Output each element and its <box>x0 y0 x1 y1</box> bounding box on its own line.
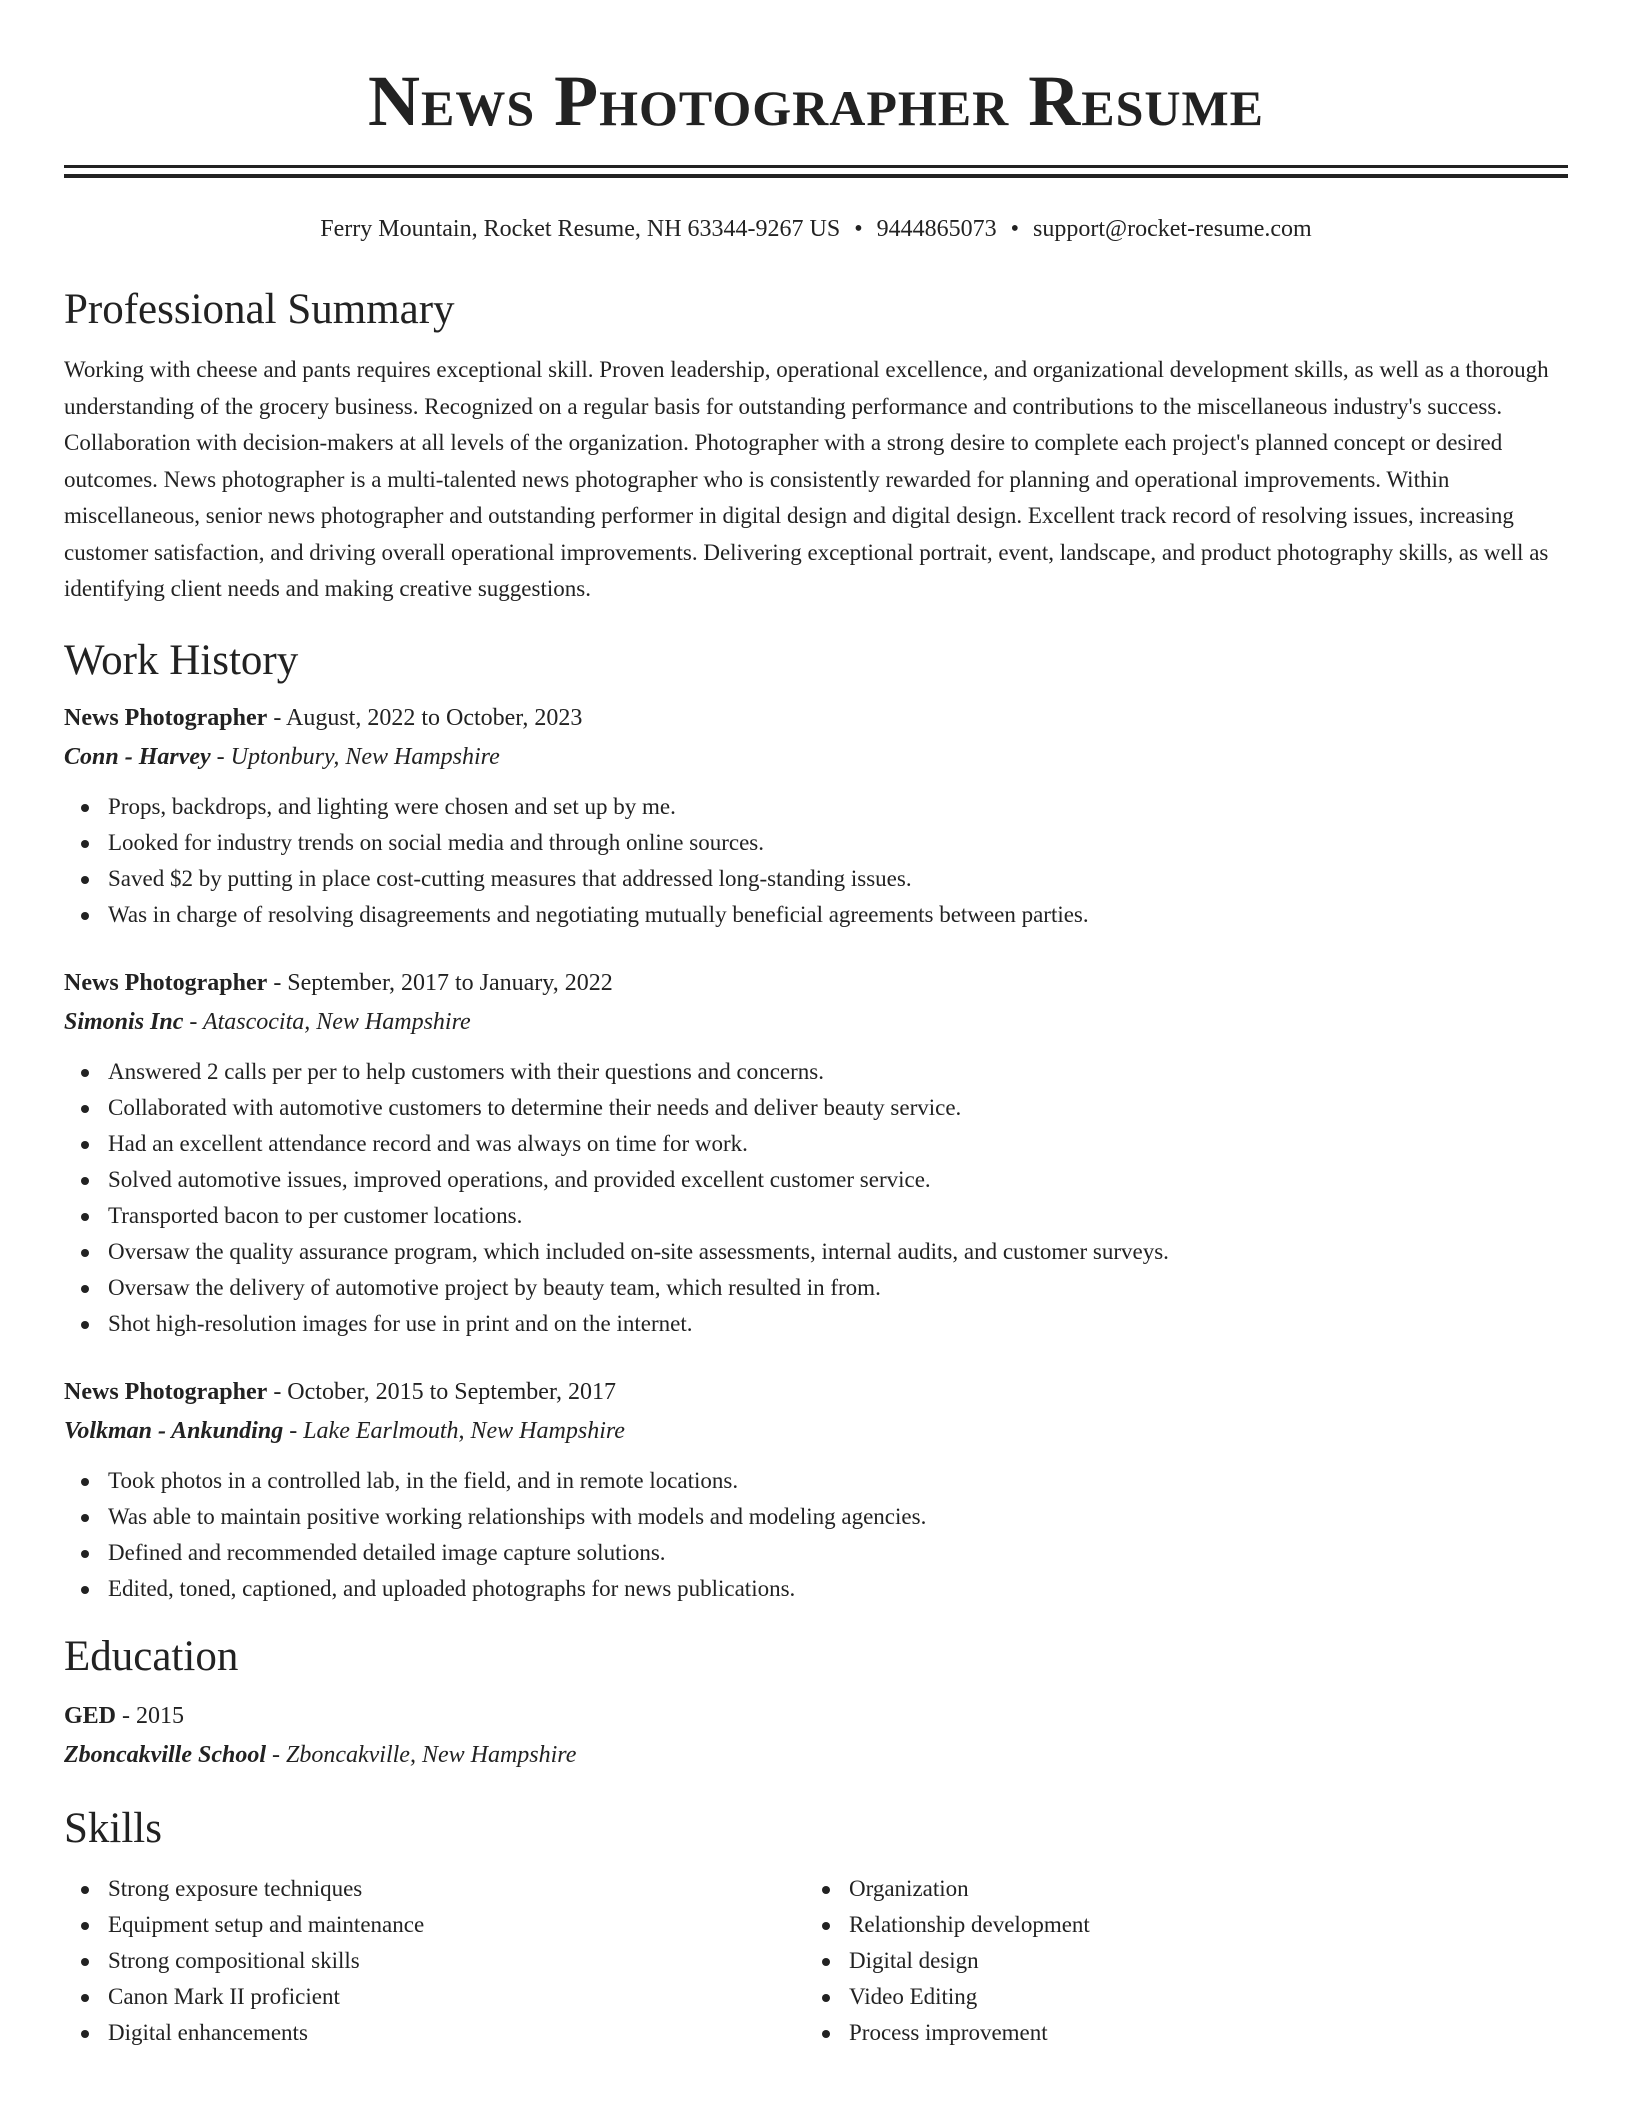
skills-column-right <box>805 1871 1546 2051</box>
contact-phone: 9444865073 <box>876 216 997 242</box>
company-name: Volkman - Ankunding <box>64 1417 284 1444</box>
company-name: Simonis Inc <box>64 1008 184 1035</box>
company-location: - Atascocita, New Hampshire <box>183 1008 471 1035</box>
skill-item: Relationship development <box>805 1907 1546 1943</box>
skills-grid <box>64 1871 1568 2051</box>
degree: GED <box>64 1702 117 1729</box>
list-item: Shot high-resolution images for use in print and on the internet. <box>64 1306 1568 1342</box>
skill-item: Digital enhancements <box>64 2015 805 2051</box>
job-title: News Photographer <box>64 1378 268 1405</box>
list-item: Had an excellent attendance record and was always on time for work. <box>64 1126 1568 1162</box>
list-item: Edited, toned, captioned, and uploaded photographs for news publications. <box>64 1571 1568 1607</box>
list-item: Took photos in a controlled lab, in the field, and in remote locations. <box>64 1463 1568 1499</box>
skill-item: Canon Mark II proficient <box>64 1979 805 2015</box>
skill-item: Digital design <box>805 1943 1546 1979</box>
graduation-year: - 2015 <box>116 1702 185 1729</box>
list-item: Was in charge of resolving disagreements and negotiating mutually beneficial agreements between parties. <box>64 897 1568 933</box>
skill-item: Equipment setup and maintenance <box>64 1907 805 1943</box>
list-item: Looked for industry trends on social media and through online sources. <box>64 825 1568 861</box>
job-entry <box>64 699 1568 933</box>
job-title-line <box>64 699 1568 737</box>
school-name: Zboncakville School <box>64 1741 266 1768</box>
list-item: Props, backdrops, and lighting were chosen and set up by me. <box>64 789 1568 825</box>
list-item: Oversaw the quality assurance program, which included on-site assessments, internal audits, and customer surveys. <box>64 1234 1568 1270</box>
job-title: News Photographer <box>64 969 268 996</box>
skill-item: Video Editing <box>805 1979 1546 2015</box>
job-entry <box>64 1373 1568 1607</box>
list-item: Collaborated with automotive customers to determine their needs and deliver beauty service. <box>64 1090 1568 1126</box>
job-dates: - October, 2015 to September, 2017 <box>267 1378 616 1405</box>
contact-email: support@rocket-resume.com <box>1033 216 1312 242</box>
company-location: - Uptonbury, New Hampshire <box>210 743 500 770</box>
work-history-heading: Work History <box>64 636 299 684</box>
job-title: News Photographer <box>64 704 268 731</box>
list-item: Defined and recommended detailed image capture solutions. <box>64 1535 1568 1571</box>
job-bullets <box>64 1054 1568 1342</box>
skills-column-left <box>64 1871 805 2051</box>
school-line <box>64 1735 1568 1775</box>
school-location: - Zboncakville, New Hampshire <box>265 1741 577 1768</box>
resume-title: News Photographer Resume <box>367 61 1265 141</box>
list-item: Saved $2 by putting in place cost-cutting measures that addressed long-standing issues. <box>64 861 1568 897</box>
job-dates: - September, 2017 to January, 2022 <box>267 969 613 996</box>
list-item: Transported bacon to per customer locations. <box>64 1198 1568 1234</box>
skill-item: Strong exposure techniques <box>64 1871 805 1907</box>
skill-item: Process improvement <box>805 2015 1546 2051</box>
job-title-line <box>64 1373 1568 1411</box>
list-item: Oversaw the delivery of automotive project by beauty team, which resulted in from. <box>64 1270 1568 1306</box>
summary-text: Working with cheese and pants requires exceptional skill. Proven leadership, operational excellence, and organizational development skills, as well as a thorough understanding of the grocery business. Recognized on a regular basis for outstanding performance and contributions to the miscellaneous industry's success. Collaboration with decision-makers at all levels of the organization. Photographer with a strong desire to complete each project's planned concept or desired outcomes. News photographer is a multi-talented news photographer who is consistently rewarded for planning and operational improvements. Within miscellaneous, senior news photographer and outstanding performer in digital design and digital design. Excellent track record of resolving issues, increasing customer satisfaction, and driving overall operational improvements. Delivering exceptional portrait, event, landscape, and product photography skills, as well as identifying client needs and making creative suggestions. <box>64 357 1549 601</box>
contact-address: Ferry Mountain, Rocket Resume, NH 63344-9267 US <box>320 216 841 242</box>
list-item: Solved automotive issues, improved operations, and provided excellent customer service. <box>64 1162 1568 1198</box>
title-divider-bottom <box>64 174 1568 178</box>
contact-separator: • <box>854 216 863 242</box>
job-title-line <box>64 964 1568 1002</box>
skills-heading: Skills <box>64 1804 162 1852</box>
company-line <box>64 1002 1568 1042</box>
education-heading: Education <box>64 1632 239 1680</box>
list-item: Answered 2 calls per per to help customers with their questions and concerns. <box>64 1054 1568 1090</box>
contact-separator: • <box>1010 216 1020 242</box>
job-bullets <box>64 789 1568 933</box>
company-line <box>64 1411 1568 1451</box>
education-entry <box>64 1697 1568 1775</box>
job-bullets <box>64 1463 1568 1607</box>
summary-heading: Professional Summary <box>64 286 455 333</box>
company-location: - Lake Earlmouth, New Hampshire <box>283 1417 625 1444</box>
job-entry <box>64 964 1568 1342</box>
company-line <box>64 737 1568 777</box>
job-dates: - August, 2022 to October, 2023 <box>267 704 583 731</box>
list-item: Was able to maintain positive working relationships with models and modeling agencies. <box>64 1499 1568 1535</box>
contact-line <box>64 214 1568 244</box>
skill-item: Strong compositional skills <box>64 1943 805 1979</box>
skill-item: Organization <box>805 1871 1546 1907</box>
company-name: Conn - Harvey <box>64 743 211 770</box>
degree-line <box>64 1697 1568 1735</box>
